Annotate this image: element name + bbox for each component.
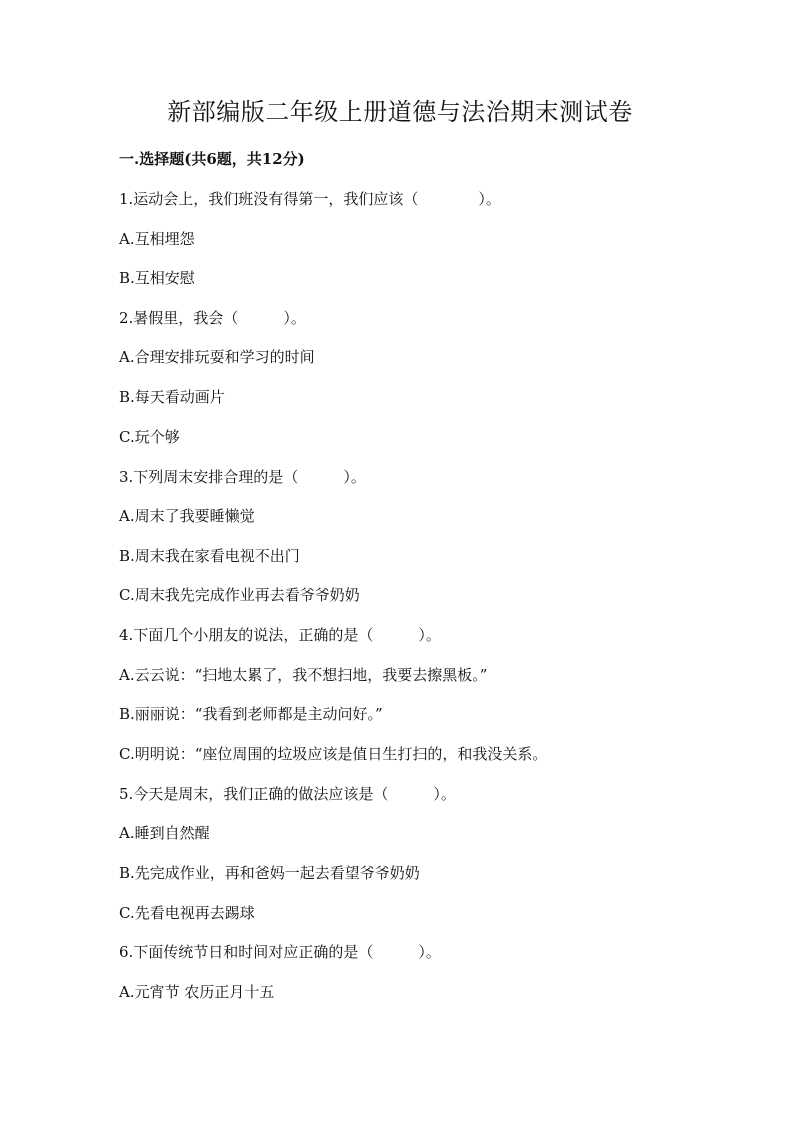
question-5-option-b: B.先完成作业，再和爸妈一起去看望爷爷奶奶 (119, 864, 420, 882)
question-4-option-b: B.丽丽说：“我看到老师都是主动问好。” (119, 705, 383, 723)
question-6-stem: 6.下面传统节日和时间对应正确的是（ ）。 (119, 943, 441, 961)
question-5-stem: 5.今天是周末，我们正确的做法应该是（ ）。 (119, 785, 456, 803)
question-2-option-c: C.玩个够 (119, 428, 180, 446)
question-1-option-a: A.互相埋怨 (119, 230, 195, 248)
question-3-option-c: C.周末我先完成作业再去看爷爷奶奶 (119, 586, 360, 604)
question-3-stem: 3.下列周末安排合理的是（ ）。 (119, 468, 366, 486)
question-1-option-b: B.互相安慰 (119, 269, 195, 287)
question-3-option-b: B.周末我在家看电视不出门 (119, 547, 300, 565)
page-title: 新部编版二年级上册道德与法治期末测试卷 (167, 98, 633, 126)
question-6-option-a: A.元宵节 农历正月十五 (119, 983, 275, 1001)
question-5-option-a: A.睡到自然醒 (119, 824, 210, 842)
question-4-option-a: A.云云说：“扫地太累了，我不想扫地，我要去擦黑板。” (119, 666, 488, 684)
question-3-option-a: A.周末了我要睡懒觉 (119, 507, 255, 525)
question-1-stem: 1.运动会上，我们班没有得第一，我们应该（ ）。 (119, 190, 501, 208)
question-4-option-c: C.明明说：“座位周围的垃圾应该是值日生打扫的，和我没关系。 (119, 745, 548, 763)
question-2-option-b: B.每天看动画片 (119, 388, 225, 406)
question-4-stem: 4.下面几个小朋友的说法，正确的是（ ）。 (119, 626, 441, 644)
question-2-stem: 2.暑假里，我会（ ）。 (119, 309, 306, 327)
section-heading: 一.选择题(共6题，共12分) (119, 150, 305, 168)
question-2-option-a: A.合理安排玩耍和学习的时间 (119, 348, 315, 366)
question-5-option-c: C.先看电视再去踢球 (119, 904, 255, 922)
